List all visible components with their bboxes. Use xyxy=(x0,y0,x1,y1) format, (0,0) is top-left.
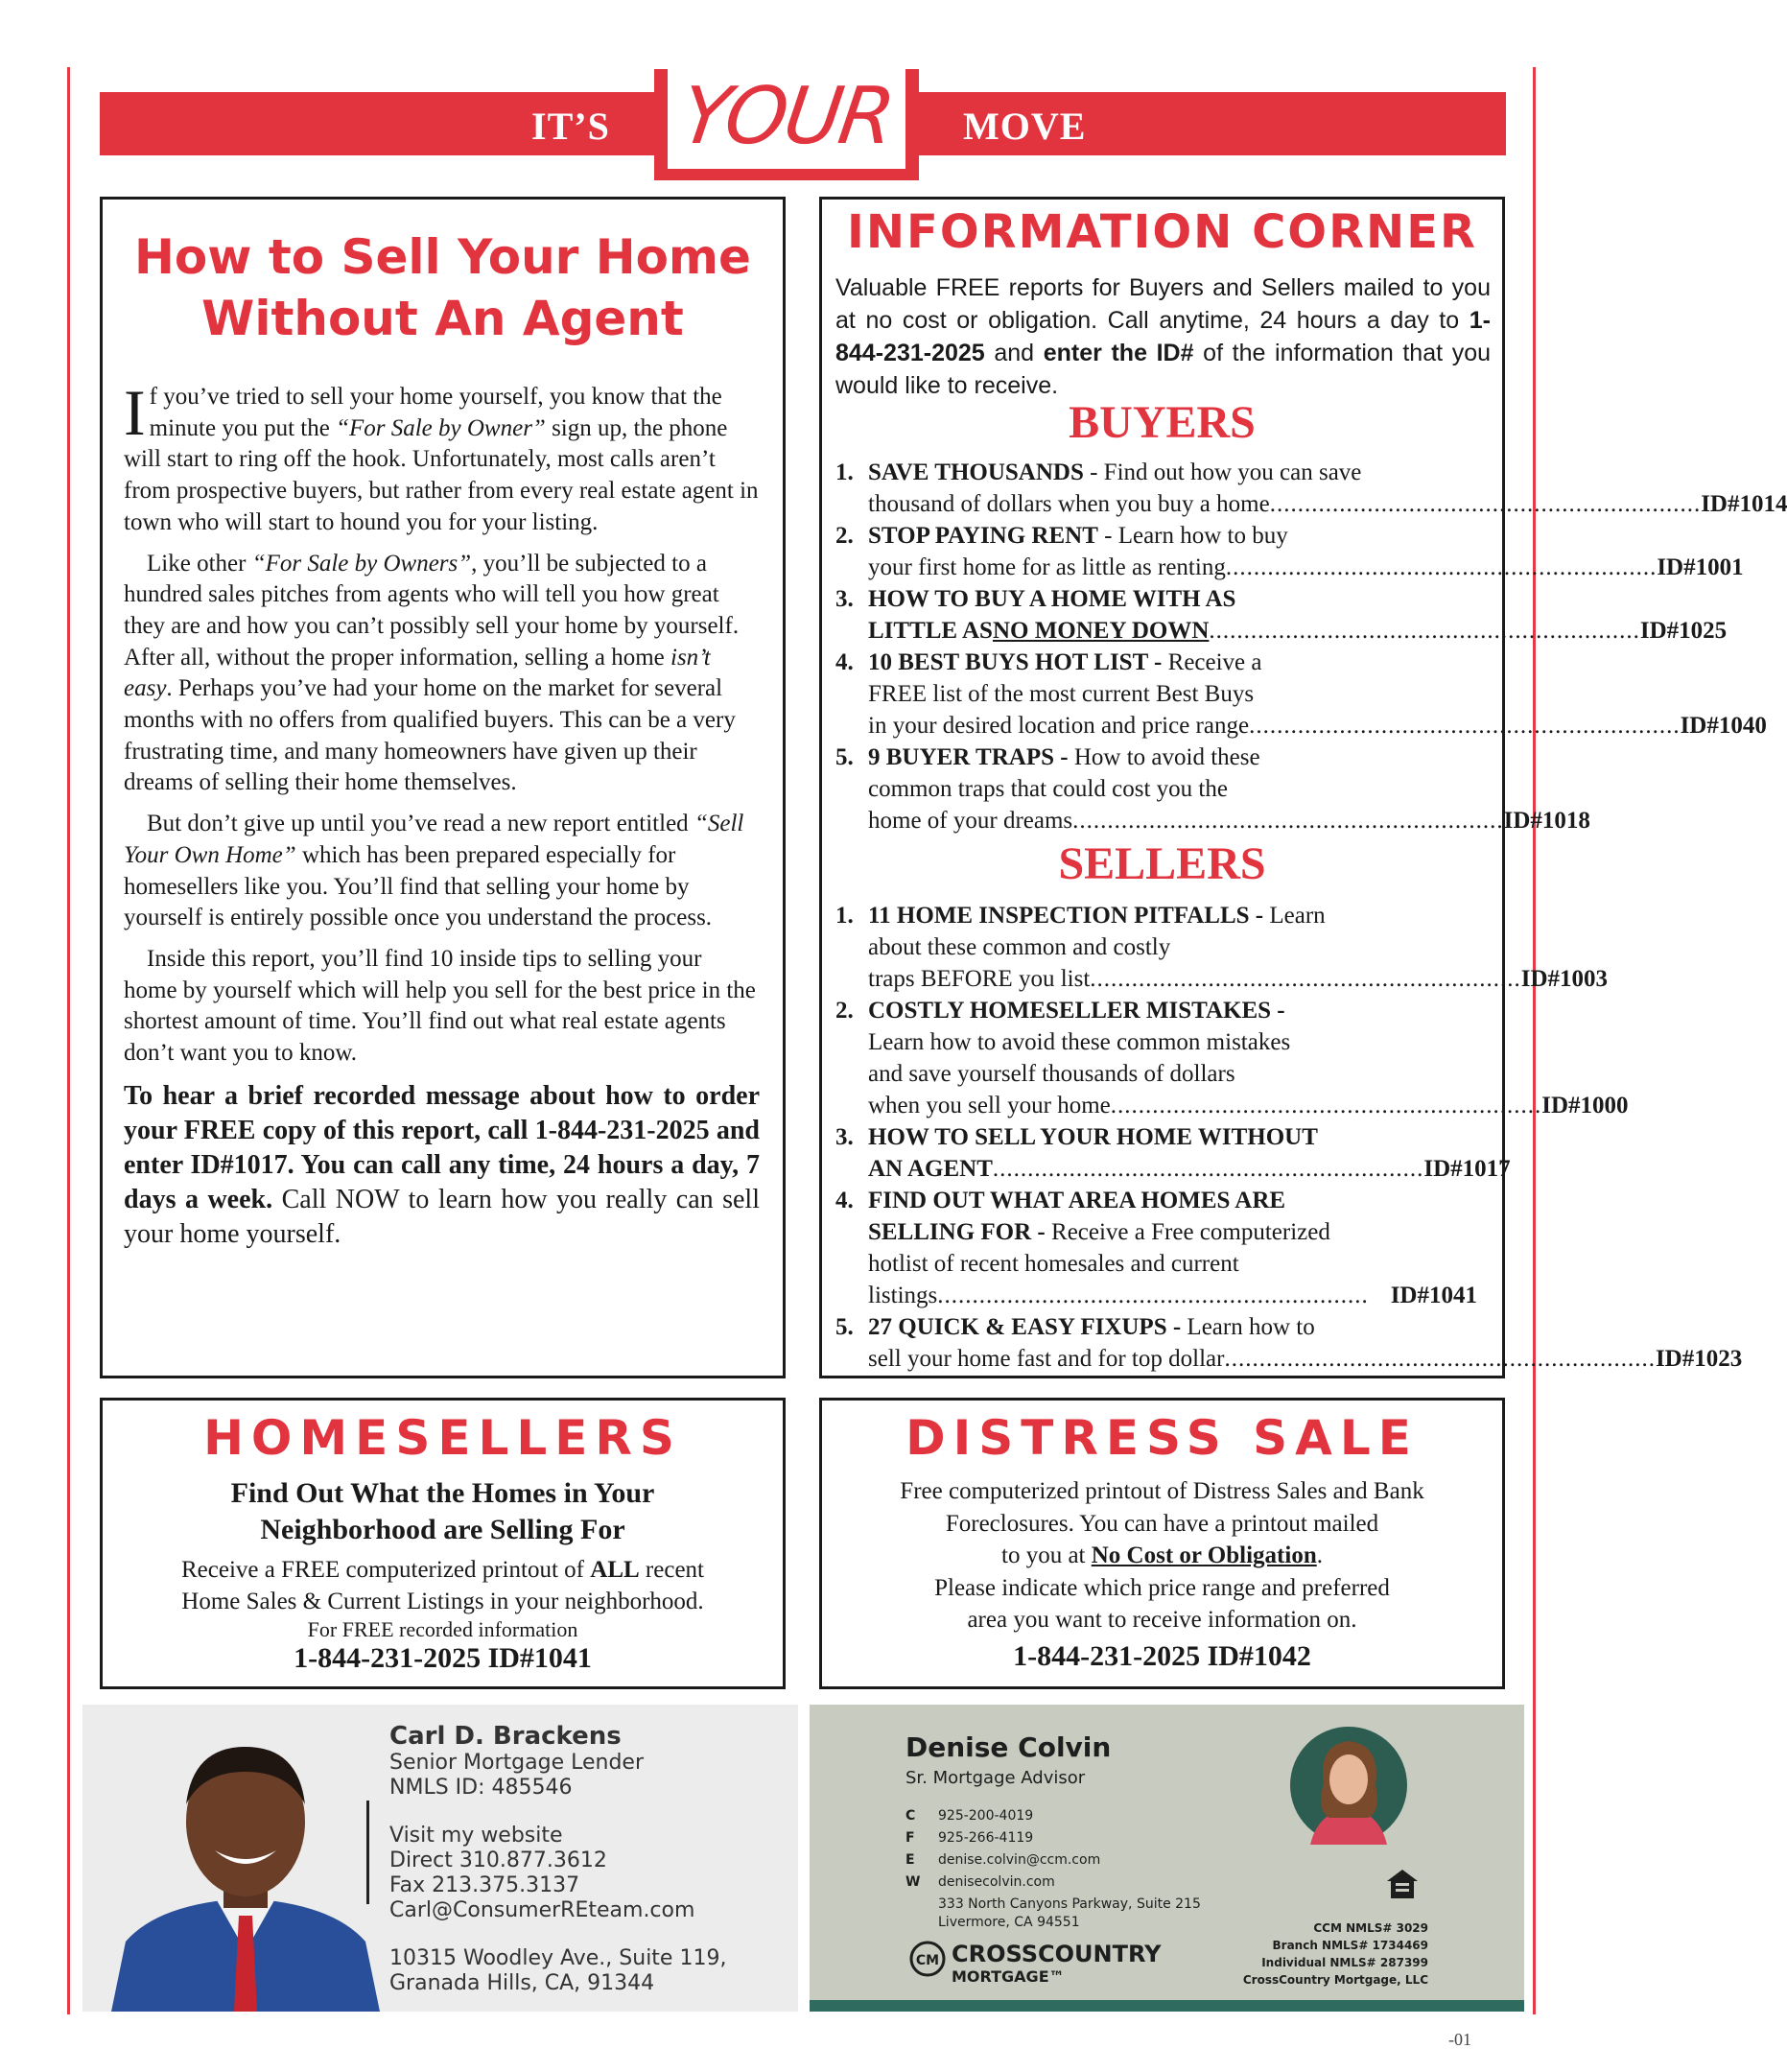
homesellers-subtitle: Find Out What the Homes in Your Neighborhood are Selling For xyxy=(230,1477,655,1545)
list-item: 3. HOW TO SELL YOUR HOME WITHOUT AN AGENT .............................................................. ID#1017 xyxy=(835,1121,1477,1185)
article-paragraph: If you’ve tried to sell your home yourself, you know that the minute you put the “For Sale by Owner” sign up, the phone will start to ring off the hook. Unfortunately, most calls aren’t from prospective buyers, but rather from every real estate agent in town who will start to hound you for your listing. xyxy=(124,376,759,535)
left-border-line xyxy=(67,67,70,2014)
article-call-to-action: To hear a brief recorded message about how to order your FREE copy of this report, call 1-844-231-2025 and enter ID#1017. You can call any time, 24 hours a day, 7 days a week. Call NOW to learn how you really can sell your home yourself. xyxy=(124,1080,760,1249)
license-line: CrossCountry Mortgage, LLC xyxy=(1242,1973,1428,1987)
cell-phone: 925-200-4019 xyxy=(938,1808,1034,1824)
banner-left-text: IT’S xyxy=(531,105,610,148)
information-corner-box xyxy=(819,197,1787,1378)
distress-body: Free computerized printout of Distress Sales and Bank Foreclosures. You can have a printout mailed to you at No Cost or Obligation. Please indicate which price range and preferred area you want to receive information on. xyxy=(900,1478,1424,1633)
list-item: 1. 11 HOME INSPECTION PITFALLS - Learn about these common and costly traps BEFORE you list .............................................................. ID#1003 xyxy=(835,900,1477,995)
contact-name: Carl D. Brackens xyxy=(389,1722,622,1751)
list-item: 2. COSTLY HOMESELLER MISTAKES - Learn how to avoid these common mistakes and save yourself thousands of dollars when you sell your home .............................................................. ID#1000 xyxy=(835,995,1477,1121)
list-item: 5. 27 QUICK & EASY FIXUPS - Learn how to sell your home fast and for top dollar .............................................................. ID#1023 xyxy=(835,1311,1477,1375)
homesellers-box xyxy=(100,1398,786,1689)
list-item: 1. SAVE THOUSANDS - Find out how you can save thousand of dollars when you buy a home .............................................................. ID#1014 xyxy=(835,457,1477,520)
address-line: 10315 Woodley Ave., Suite 119, xyxy=(389,1946,727,1970)
buyers-heading: BUYERS xyxy=(1069,397,1256,448)
svg-text:CM: CM xyxy=(915,1953,940,1968)
info-intro: Valuable FREE reports for Buyers and Sellers mailed to you at no cost or obligation. Call anytime, 24 hours a day to 1-844-231-2025 and enter the ID# of the information that you would like to receive. xyxy=(835,274,1492,399)
distress-phone: 1-844-231-2025 ID#1042 xyxy=(1013,1640,1311,1672)
email-link[interactable]: denise.colvin@ccm.com xyxy=(938,1852,1101,1868)
website-link[interactable]: Visit my website xyxy=(389,1824,563,1848)
contact-role: Senior Mortgage Lender xyxy=(389,1751,644,1775)
homesellers-note: For FREE recorded information xyxy=(307,1617,578,1641)
article-paragraph: But don’t give up until you’ve read a new report entitled “Sell Your Own Home” which has been prepared especially for homesellers like you. You’ll find that selling your home by yourself is entirely possible once you understand the process. xyxy=(124,811,744,931)
homesellers-phone: 1-844-231-2025 ID#1041 xyxy=(294,1642,592,1674)
website-link[interactable]: denisecolvin.com xyxy=(938,1874,1055,1890)
report-id: ID#1000 xyxy=(1541,1093,1629,1118)
buyers-list xyxy=(835,457,1787,836)
info-title: INFORMATION CORNER xyxy=(847,205,1477,259)
report-id: ID#1041 xyxy=(1390,1283,1477,1308)
report-id: ID#1001 xyxy=(1657,554,1744,580)
license-line: CCM NMLS# 3029 xyxy=(1313,1921,1428,1935)
report-id: ID#1014 xyxy=(1701,491,1787,517)
address-line: 333 North Canyons Parkway, Suite 215 xyxy=(938,1896,1201,1912)
contact-nmls: NMLS ID: 485546 xyxy=(389,1776,573,1800)
homesellers-body: Receive a FREE computerized printout of ALL recent Home Sales & Current Listings in your neighborhood. xyxy=(181,1557,704,1614)
sellers-list xyxy=(835,900,1743,1375)
report-id: ID#1017 xyxy=(1423,1156,1511,1182)
direct-phone: Direct 310.877.3612 xyxy=(389,1848,607,1872)
report-id: ID#1040 xyxy=(1680,713,1767,739)
contact-name: Denise Colvin xyxy=(905,1731,1112,1763)
drop-cap: I xyxy=(124,376,146,449)
list-item: 2. STOP PAYING RENT - Learn how to buy your first home for as little as renting .............................................................. ID#1001 xyxy=(835,520,1477,583)
license-line: Individual NMLS# 287399 xyxy=(1261,1956,1428,1969)
contact-divider xyxy=(366,1801,369,1904)
brand-subname: MORTGAGE™ xyxy=(952,1967,1065,1986)
homesellers-title: HOMESELLERS xyxy=(203,1410,682,1466)
sellers-heading: SELLERS xyxy=(1058,838,1266,889)
list-item: 5. 9 BUYER TRAPS - How to avoid these common traps that could cost you the home of your dreams .............................................................. ID#1018 xyxy=(835,742,1477,836)
card-accent-stripe xyxy=(810,2000,1524,2012)
report-id: ID#1023 xyxy=(1655,1346,1743,1372)
address-line: Granada Hills, CA, 91344 xyxy=(389,1971,655,1995)
list-item: 4. FIND OUT WHAT AREA HOMES ARE SELLING FOR - Receive a Free computerized hotlist of recent homesales and current listings .............................................................. ID#1041 xyxy=(835,1185,1477,1311)
list-item: 3. HOW TO BUY A HOME WITH AS LITTLE AS NO MONEY DOWN .............................................................. ID#1025 xyxy=(835,583,1477,647)
address-line: Livermore, CA 94551 xyxy=(938,1915,1080,1930)
headshot-photo xyxy=(1289,1726,1408,1845)
banner-center-tab xyxy=(654,69,919,180)
article-body xyxy=(124,376,760,1252)
article-paragraph: Like other “For Sale by Owners”, you’ll be subjected to a hundred sales pitches from agents who will tell you how great they are and how you can’t possibly sell your home by yourself. After all, without the proper information, selling a home isn’t easy. Perhaps you’ve had your home on the market for several months with no offers from qualified buyers. This can be a very frustrating time, and many homeowners have given up their dreams of selling their home themselves. xyxy=(124,550,740,796)
report-id: ID#1018 xyxy=(1503,808,1590,834)
page-number: -01 xyxy=(1448,2030,1471,2049)
email-link[interactable]: Carl@ConsumerREteam.com xyxy=(389,1898,695,1922)
banner-your-script: YOUR xyxy=(675,71,898,162)
article-title: How to Sell Your Home Without An Agent xyxy=(134,229,751,346)
list-item: 4. 10 BEST BUYS HOT LIST - Receive a FREE list of the most current Best Buys in your desired location and price range .............................................................. ID#1040 xyxy=(835,647,1477,742)
report-id: ID#1025 xyxy=(1639,618,1728,644)
fax-number: 925-266-4119 xyxy=(938,1830,1034,1846)
license-line: Branch NMLS# 1734469 xyxy=(1272,1939,1428,1952)
contact-role: Sr. Mortgage Advisor xyxy=(905,1768,1086,1788)
distress-title: DISTRESS SALE xyxy=(905,1410,1419,1466)
equal-housing-icon xyxy=(1385,1868,1420,1900)
distress-sale-box xyxy=(819,1398,1505,1689)
fax-number: Fax 213.375.3137 xyxy=(389,1873,580,1897)
brand-name: CROSSCOUNTRY xyxy=(952,1941,1162,1967)
crosscountry-logo-icon xyxy=(909,1941,946,1977)
report-id: ID#1003 xyxy=(1520,966,1609,992)
headshot-photo xyxy=(102,1726,389,2012)
lender-card-denise: Denise Colvin Sr. Mortgage Advisor C 925-200-4019 F 925-266-4119 E denise.colvin@ccm.com W denisecolvin.com 333 North Canyons Parkway, Suite 215 Livermore, CA 94551 CM CROSSCOUNTRY MORTGAGE™ CCM NMLS# 3029 Branch NMLS# 1734469 Individual NMLS# 287399 CrossCountry Mortgage, LLC xyxy=(810,1705,1524,2012)
article-paragraph: Inside this report, you’ll find 10 inside tips to selling your home by yourself which will help you sell for the best price in the shortest amount of time. You’ll find out what real estate agents don’t want you to know. xyxy=(124,945,756,1067)
banner-right-text: MOVE xyxy=(963,105,1087,148)
article-box xyxy=(100,197,786,1378)
lender-card-carl xyxy=(82,1705,798,2012)
